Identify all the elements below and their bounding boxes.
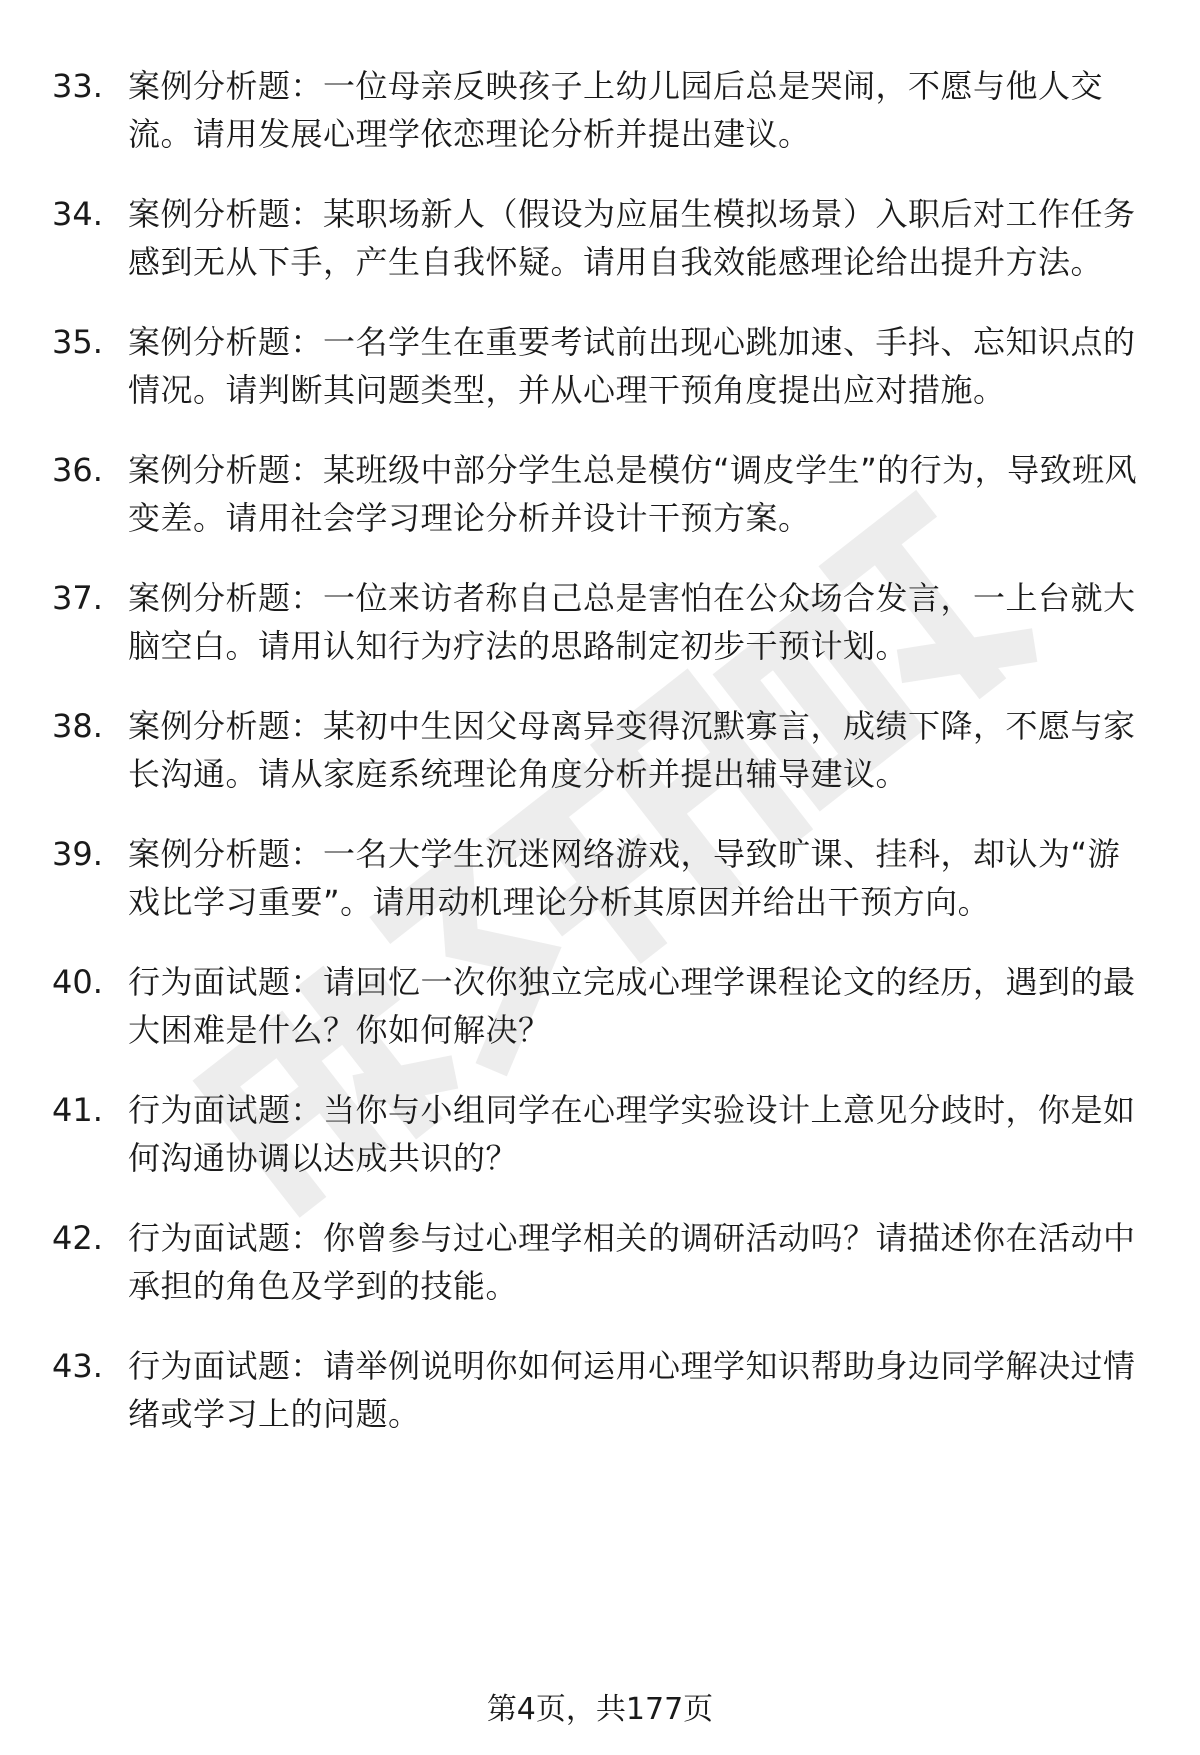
question-item-34 — [52, 190, 1142, 286]
question-text: 案例分析题：某初中生因父母离异变得沉默寡言，成绩下降，不愿与家长沟通。请从家庭系统理论角度分析并提出辅导建议。 — [128, 707, 1136, 793]
question-item-39 — [52, 830, 1142, 926]
page-footer: 第4页，共177页 — [486, 1692, 714, 1727]
question-number: 37. — [52, 579, 103, 617]
question-list — [52, 62, 1142, 1470]
question-text: 案例分析题：某职场新人（假设为应届生模拟场景）入职后对工作任务感到无从下手，产生自我怀疑。请用自我效能感理论给出提升方法。 — [128, 195, 1136, 281]
question-text: 行为面试题：当你与小组同学在心理学实验设计上意见分歧时，你是如何沟通协调以达成共识的？ — [128, 1091, 1136, 1177]
question-text: 案例分析题：一名学生在重要考试前出现心跳加速、手抖、忘知识点的情况。请判断其问题类型，并从心理干预角度提出应对措施。 — [128, 323, 1136, 409]
question-text: 案例分析题：一位母亲反映孩子上幼儿园后总是哭闹，不愿与他人交流。请用发展心理学依恋理论分析并提出建议。 — [128, 67, 1104, 153]
question-text: 案例分析题：一名大学生沉迷网络游戏，导致旷课、挂科，却认为“游戏比学习重要”。请用动机理论分析其原因并给出干预方向。 — [128, 835, 1121, 921]
question-text: 行为面试题：请举例说明你如何运用心理学知识帮助身边同学解决过情绪或学习上的问题。 — [128, 1347, 1136, 1433]
question-item-33 — [52, 62, 1142, 158]
question-number: 38. — [52, 707, 103, 745]
question-number: 36. — [52, 451, 103, 489]
question-number: 35. — [52, 323, 103, 361]
question-number: 42. — [52, 1219, 103, 1257]
question-item-37 — [52, 574, 1142, 670]
question-number: 43. — [52, 1347, 103, 1385]
question-text: 行为面试题：你曾参与过心理学相关的调研活动吗？请描述你在活动中承担的角色及学到的技能。 — [128, 1219, 1136, 1305]
question-text: 案例分析题：一位来访者称自己总是害怕在公众场合发言，一上台就大脑空白。请用认知行为疗法的思路制定初步干预计划。 — [128, 579, 1136, 665]
question-item-41 — [52, 1086, 1142, 1182]
question-item-38 — [52, 702, 1142, 798]
question-item-40 — [52, 958, 1142, 1054]
question-item-36 — [52, 446, 1142, 542]
question-number: 34. — [52, 195, 103, 233]
question-number: 41. — [52, 1091, 103, 1129]
question-number: 40. — [52, 963, 103, 1001]
question-text: 行为面试题：请回忆一次你独立完成心理学课程论文的经历，遇到的最大困难是什么？你如何解决？ — [128, 963, 1136, 1049]
question-number: 33. — [52, 67, 103, 105]
question-item-43 — [52, 1342, 1142, 1438]
question-item-42 — [52, 1214, 1142, 1310]
question-number: 39. — [52, 835, 103, 873]
question-item-35 — [52, 318, 1142, 414]
question-text: 案例分析题：某班级中部分学生总是模仿“调皮学生”的行为，导致班风变差。请用社会学习理论分析并设计干预方案。 — [128, 451, 1138, 537]
